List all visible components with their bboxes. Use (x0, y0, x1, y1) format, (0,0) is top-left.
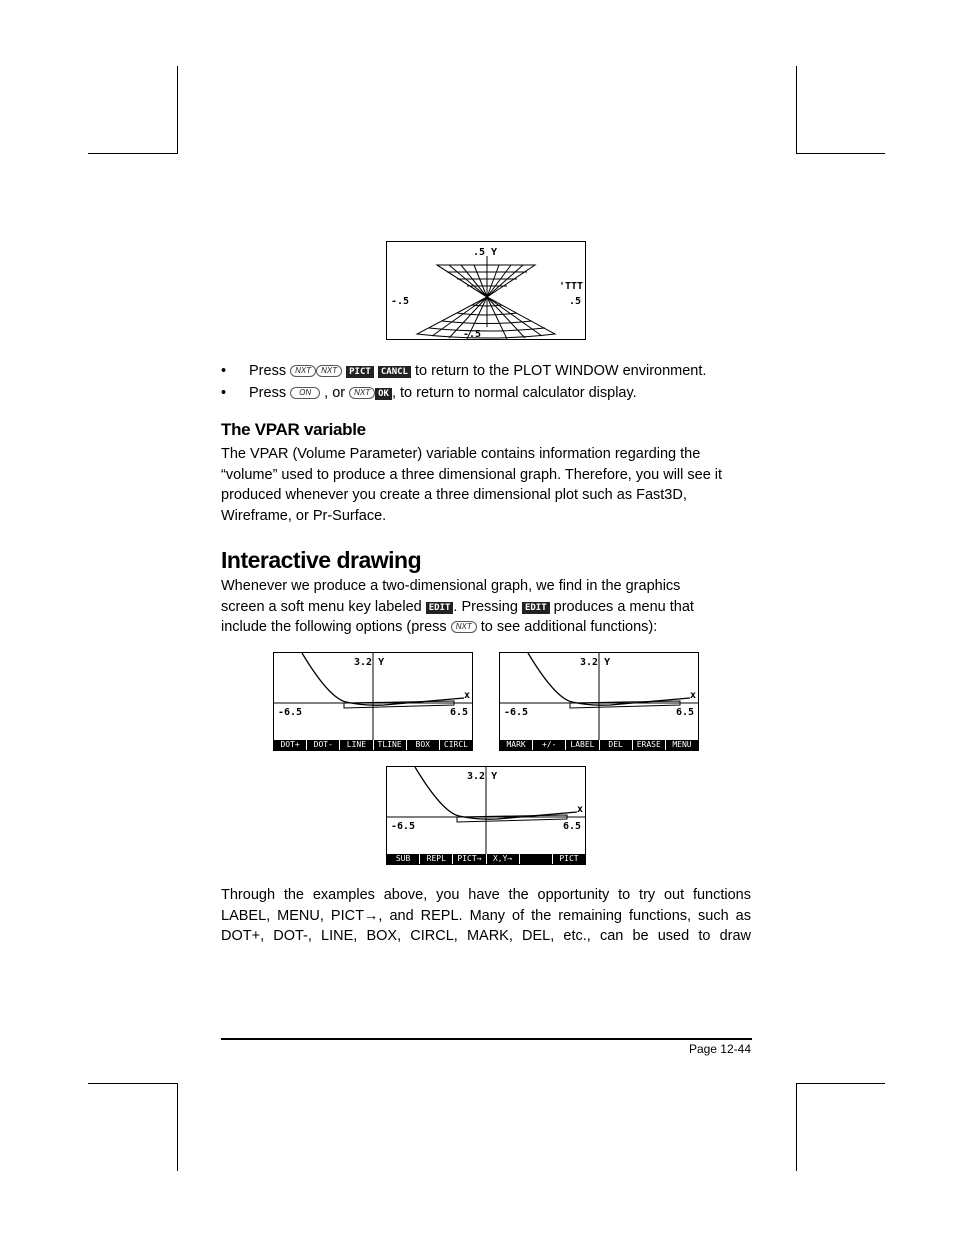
menu-key: +/- (532, 740, 565, 750)
menu-key: PICT→ (452, 854, 485, 864)
soft-menu-bar (500, 740, 698, 750)
edit-softkey: EDIT (522, 602, 550, 614)
crop-mark (88, 1083, 177, 1084)
edit-softkey: EDIT (426, 602, 454, 614)
x-min-label: -6.5 (504, 707, 529, 718)
on-key: ON (290, 387, 320, 399)
section-heading-interactive: Interactive drawing (221, 547, 422, 573)
menu-key: ERASE (632, 740, 665, 750)
y-label: 3.2 Y (467, 771, 498, 782)
x-marker: x (464, 690, 471, 701)
graph-screen-menu-1 (273, 652, 473, 751)
pict-softkey: PICT (346, 366, 374, 378)
menu-key: SUB (395, 854, 411, 863)
menu-key: LABEL (565, 740, 598, 750)
menu-key: MARK (506, 740, 526, 749)
crop-mark (88, 153, 177, 154)
ok-softkey: OK (375, 388, 392, 400)
fig-bottom-label: -.5 (463, 329, 482, 339)
vpar-paragraph: The VPAR (Volume Parameter) variable contains information regarding the “volume” used to produce a three dimensional graph. Therefore, you will see it produced whenever you create a three dimensional plot such as Fast3D, Wireframe, or Pr-Surface. (221, 446, 723, 525)
soft-menu-bar (387, 854, 585, 864)
menu-key: DOT+ (280, 740, 300, 749)
x-min-label: -6.5 (391, 821, 416, 832)
menu-key: CIRCL (439, 740, 472, 750)
footer-rule (221, 1038, 752, 1040)
menu-key: DOT- (306, 740, 339, 750)
page-number: Page 12-44 (688, 1042, 751, 1056)
wireframe-surface (417, 265, 555, 339)
interactive-paragraph: Whenever we produce a two-dimensional graph, we find in the graphics screen a soft menu key labeled EDIT . Pressing EDIT produces a menu that include the following options (press NXT to see additional functions): (221, 578, 694, 636)
menu-key: DEL (599, 740, 632, 750)
section-heading-vpar: The VPAR variable (221, 420, 366, 439)
menu-key: PICT (552, 854, 585, 864)
x-min-label: -6.5 (278, 707, 303, 718)
crop-mark (796, 153, 885, 154)
fig-right-label: .5 (569, 296, 582, 307)
bullet-list (221, 361, 761, 404)
crop-mark (796, 66, 797, 154)
menu-key: BOX (406, 740, 439, 750)
fig-left-label: -.5 (391, 296, 410, 307)
fig-right-marker: 'TTT (559, 281, 584, 292)
menu-key: TLINE (373, 740, 406, 750)
x-max-label: 6.5 (676, 707, 695, 718)
menu-key: X,Y→ (486, 854, 519, 864)
x-marker: x (577, 804, 584, 815)
menu-key (519, 854, 552, 864)
soft-menu-bar (274, 740, 472, 750)
nxt-key: NXT (451, 621, 477, 633)
x-max-label: 6.5 (450, 707, 469, 718)
graph-screen-menu-2 (499, 652, 699, 751)
x-max-label: 6.5 (563, 821, 582, 832)
graph-screen-menu-3 (386, 766, 586, 865)
nxt-key: NXT (290, 365, 316, 377)
nxt-key: NXT (349, 387, 375, 399)
crop-mark (796, 1083, 797, 1171)
cancl-softkey: CANCL (378, 366, 411, 378)
bullet-item: • Press NXT NXT PICT CANCL to return to the PLOT WINDOW environment. (221, 363, 707, 379)
vpar-wireframe-figure (386, 241, 586, 340)
menu-key: REPL (419, 854, 452, 864)
bullet-item: • Press ON , or NXT OK , to return to normal calculator display. (221, 384, 637, 401)
crop-mark (796, 1083, 885, 1084)
crop-mark (177, 1083, 178, 1171)
menu-key: LINE (339, 740, 372, 750)
menu-key: MENU (665, 740, 698, 750)
nxt-key: NXT (316, 365, 342, 377)
fig-y-label: .5 Y (473, 247, 498, 258)
crop-mark (177, 66, 178, 154)
y-label: 3.2 Y (580, 657, 611, 668)
y-label: 3.2 Y (354, 657, 385, 668)
x-marker: x (690, 690, 697, 701)
closing-paragraph: Through the examples above, you have the opportunity to try out functions LABEL, MENU, PICT→, and REPL. Many of the remaining functions, such as DOT+, DOT-, LINE, BOX, CIRCL, MARK, DEL, etc., can be used to draw (221, 887, 751, 945)
